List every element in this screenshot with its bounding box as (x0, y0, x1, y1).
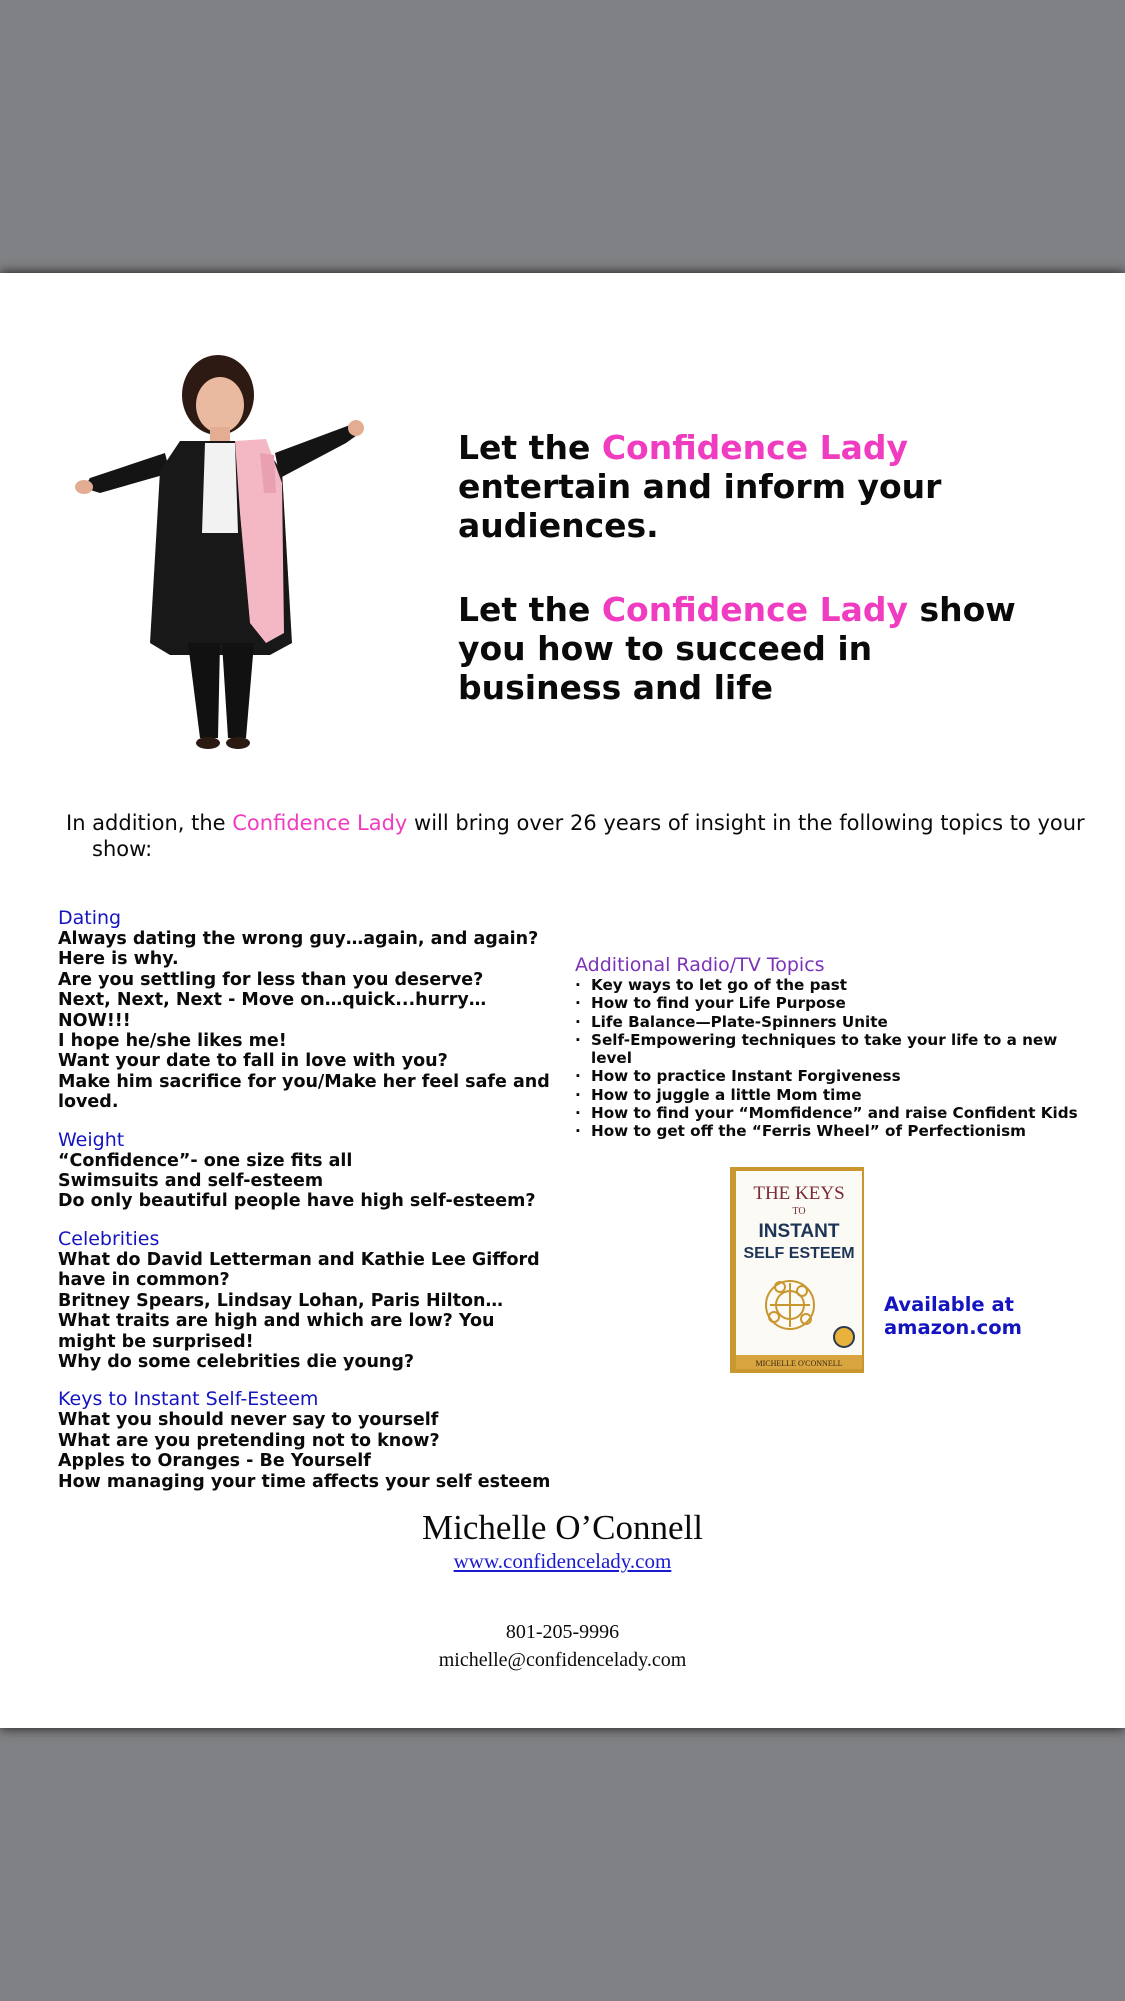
list-item: Why do some celebrities die young? (58, 1351, 415, 1372)
contact-phone: 801-205-9996 (505, 1621, 620, 1643)
award-seal-icon (834, 1327, 854, 1347)
book-title-line4: SELF ESTEEM (743, 1245, 855, 1262)
section-title: Weight (58, 1128, 125, 1151)
list-item: “Confidence”- one size fits all (58, 1150, 353, 1171)
list-item: Do only beautiful people have high self-esteem? (58, 1191, 536, 1212)
headline-block (458, 428, 1018, 752)
section-title: Keys to Instant Self-Esteem (58, 1388, 319, 1411)
website-link[interactable]: www.confidencelady.com (453, 1549, 672, 1573)
document-page (0, 273, 1125, 1728)
section-title: Dating (58, 907, 122, 929)
headline-succeed: Let the Confidence Lady show you how to succeed in business and life (458, 590, 1016, 707)
list-item: · How to find your “Momfidence” and raise Confident Kids (575, 1104, 1095, 1122)
list-item: I hope he/she likes me! (58, 1031, 287, 1052)
topic-section-weight (58, 1130, 558, 1212)
topic-section-celebrities (58, 1229, 558, 1372)
book-title-line1: THE KEYS (753, 1183, 845, 1204)
list-item: How managing your time affects your self esteem (58, 1471, 551, 1492)
list-item: · How to juggle a little Mom time (575, 1086, 1095, 1104)
list-item: Always dating the wrong guy…again, and again? Here is why. (58, 929, 539, 970)
list-item: · How to find your Life Purpose (575, 994, 1095, 1012)
list-item: · How to get off the “Ferris Wheel” of Perfectionism (575, 1122, 1095, 1140)
list-item: · Life Balance—Plate-Spinners Unite (575, 1013, 1095, 1031)
book-title-line3: INSTANT (758, 1221, 840, 1242)
brand-name: Confidence Lady (601, 590, 909, 629)
topic-section-dating (58, 908, 558, 1113)
book-cover-image (730, 1167, 864, 1373)
list-item: What you should never say to yourself (58, 1410, 439, 1431)
topic-section-keys (58, 1389, 558, 1492)
list-item: What do David Letterman and Kathie Lee Gifford have in common? (58, 1249, 540, 1291)
brand-name: Confidence Lady (232, 811, 408, 835)
list-item: Britney Spears, Lindsay Lohan, Paris Hilton… What traits are high and which are low? You might be surprised! (58, 1290, 504, 1352)
book-author: MICHELLE O'CONNELL (755, 1359, 843, 1368)
list-item: · How to practice Instant Forgiveness (575, 1067, 1095, 1085)
radio-tv-title: Additional Radio/TV Topics (575, 954, 825, 976)
list-item: What are you pretending not to know? (58, 1430, 440, 1451)
contact-name: Michelle O’Connell (422, 1508, 703, 1547)
list-item: · Key ways to let go of the past (575, 976, 1095, 994)
list-item: Swimsuits and self-esteem (58, 1171, 324, 1192)
contact-block (0, 1508, 1125, 1674)
intro-paragraph: In addition, the Confidence Lady will bring over 26 years of insight in the following topics to your show: (66, 811, 1085, 861)
headline-entertain: Let the Confidence Lady entertain and inform your audiences. (458, 428, 942, 545)
keys-illustration-icon (766, 1281, 814, 1329)
list-item: Apples to Oranges - Be Yourself (58, 1451, 371, 1472)
book-title-line2: TO (792, 1206, 806, 1217)
list-item: Are you settling for less than you deserve? (58, 969, 484, 990)
contact-email[interactable]: michelle@confidencelady.com (438, 1649, 687, 1671)
list-item: · Self-Empowering techniques to take your life to a new level (575, 1031, 1095, 1068)
brand-name: Confidence Lady (601, 428, 909, 467)
availability-note: Available at amazon.com (884, 1293, 1084, 1339)
list-item: Make him sacrifice for you/Make her feel safe and loved. (58, 1071, 550, 1113)
list-item: Want your date to fall in love with you? (58, 1051, 448, 1072)
list-item: Next, Next, Next - Move on…quick...hurry…NOW!!! (58, 990, 487, 1031)
confidence-lady-photo (70, 343, 370, 753)
radio-tv-topics (575, 954, 1095, 1141)
section-title: Celebrities (58, 1227, 160, 1250)
topics-column (58, 908, 558, 1509)
amazon-link[interactable]: amazon.com (884, 1316, 1022, 1339)
